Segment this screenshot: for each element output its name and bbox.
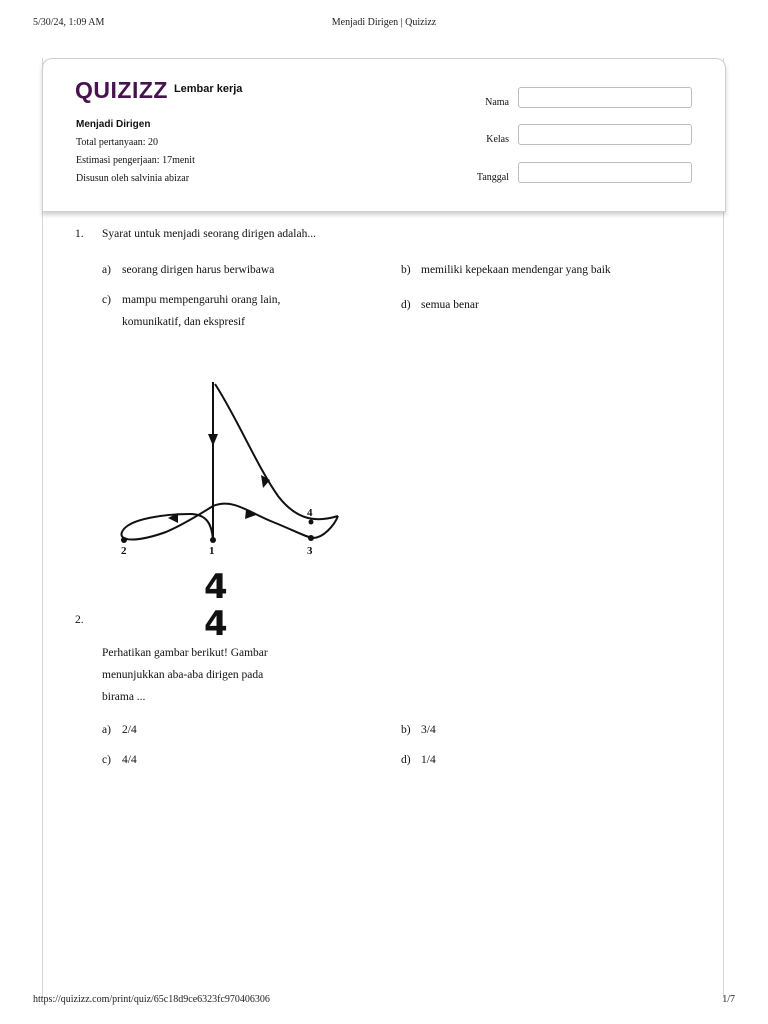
beat-point-1 <box>210 537 216 543</box>
option-text: seorang dirigen harus berwibawa <box>122 264 275 276</box>
print-title: Menjadi Dirigen | Quizizz <box>331 17 437 28</box>
option-text-continued: komunikatif, dan ekspresif <box>122 316 245 328</box>
option-letter: c) <box>102 754 111 766</box>
question-text-line: menunjukkan aba-aba dirigen pada <box>102 669 264 681</box>
option-2d[interactable] <box>401 749 436 771</box>
question-2-text <box>102 642 268 708</box>
option-1b[interactable] <box>401 259 611 281</box>
worksheet-label: Lembar kerja <box>173 82 243 95</box>
class-label: Kelas <box>486 134 509 145</box>
beat-point-4 <box>309 520 314 525</box>
brand <box>75 79 242 102</box>
beat-label-1: 1 <box>209 545 215 557</box>
option-1c[interactable] <box>102 289 280 333</box>
option-2c[interactable] <box>102 749 137 771</box>
option-1d[interactable] <box>401 294 479 316</box>
date-label: Tanggal <box>476 172 509 183</box>
question-number: 1. <box>75 228 84 240</box>
print-footer <box>33 994 735 1008</box>
beat-label-4: 4 <box>307 507 313 519</box>
print-date: 5/30/24, 1:09 AM <box>33 17 105 28</box>
time-signature-bottom: 4 <box>204 604 228 642</box>
option-text: 3/4 <box>421 724 436 736</box>
beat-point-2 <box>121 537 127 543</box>
option-letter: c) <box>102 294 111 306</box>
beat-4-stroke <box>215 384 338 519</box>
question-text-line: birama ... <box>102 691 146 703</box>
beat-label-2: 2 <box>121 545 127 557</box>
total-questions: Total pertanyaan: 20 <box>76 137 159 148</box>
time-estimate: Estimasi pengerjaan: 17menit <box>76 155 195 166</box>
option-2a[interactable] <box>102 719 137 741</box>
option-letter: b) <box>401 724 411 736</box>
worksheet-header <box>42 58 726 212</box>
option-text: 1/4 <box>421 754 436 766</box>
page-number: 1/7 <box>722 994 735 1005</box>
question-text-line: Perhatikan gambar berikut! Gambar <box>102 647 268 659</box>
beat-3-stroke <box>213 504 338 538</box>
option-text: 4/4 <box>122 754 137 766</box>
option-text: memiliki kepekaan mendengar yang baik <box>421 264 611 276</box>
option-2b[interactable] <box>401 719 436 741</box>
option-letter: a) <box>102 724 111 736</box>
beat-label-3: 3 <box>307 545 313 557</box>
quiz-title: Menjadi Dirigen <box>76 119 151 130</box>
date-field[interactable] <box>518 162 692 183</box>
name-label: Nama <box>485 97 509 108</box>
option-text-block <box>122 289 280 333</box>
conducting-pattern-diagram <box>108 376 348 642</box>
option-text: mampu mempengaruhi orang lain, <box>122 294 281 306</box>
print-header <box>33 17 735 31</box>
beat-point-3 <box>308 535 314 541</box>
arrow-down-icon <box>208 434 218 446</box>
print-url[interactable]: https://quizizz.com/print/quiz/65c18d9ce6323fc970406306 <box>33 994 270 1005</box>
quiz-author: Disusun oleh salvinia abizar <box>76 173 190 184</box>
option-letter: d) <box>401 299 411 311</box>
class-field[interactable] <box>518 124 692 145</box>
option-text: semua benar <box>421 299 479 311</box>
name-field[interactable] <box>518 87 692 108</box>
conducting-pattern-figure <box>108 376 348 642</box>
quizizz-logo: QUIZIZZ <box>75 77 168 103</box>
option-text: 2/4 <box>122 724 137 736</box>
option-letter: b) <box>401 264 411 276</box>
option-letter: d) <box>401 754 411 766</box>
time-signature-top: 4 <box>204 567 228 607</box>
option-letter: a) <box>102 264 111 276</box>
option-1a[interactable] <box>102 259 274 281</box>
question-number: 2. <box>75 614 84 626</box>
question-text: Syarat untuk menjadi seorang dirigen adalah... <box>102 228 316 240</box>
beat-2-stroke <box>121 506 213 540</box>
